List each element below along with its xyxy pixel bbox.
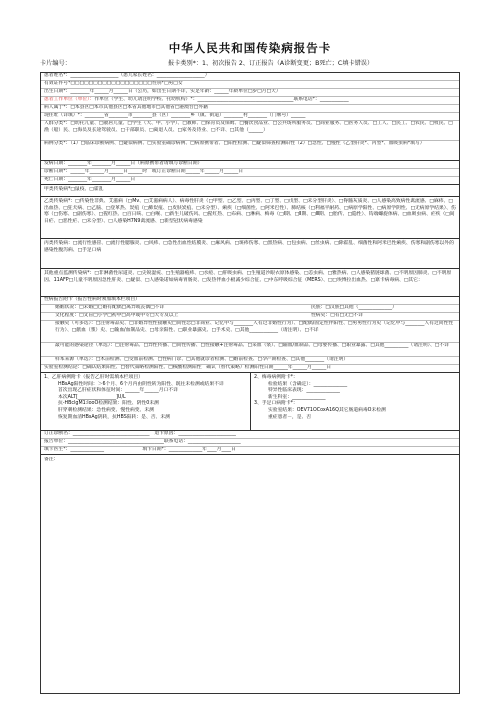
hbv-item-hbsag-time[interactable]: HBsAg阳性时间：＞6个月、6个月内由阴性转为阳性、既往未检测或结果不详 — [58, 381, 224, 387]
case-type-field[interactable]: 病例分类*：（1）□临床诊断病例、□疑似病例、□实验室确诊病例、□病原携带者、□阳性检测、□疑似筛查检测阳性（2）□急性、□慢性（乙型肝炎*、丙型*、血吸虫病*填写） — [44, 141, 425, 146]
card-number-label: 卡片编号： — [40, 60, 71, 67]
revise-row[interactable] — [41, 431, 459, 439]
diagnosis-date-row[interactable] — [41, 169, 459, 177]
workplace-field[interactable]: 作单位（学生、幼儿请注明学校、托幼机构）*：________________________________________联系电话*：____________ — [94, 97, 349, 102]
patient-belong-row[interactable] — [41, 105, 459, 113]
class-c-diseases[interactable]: 丙类传染病：□流行性感冒、□流行性腮腺炎、□风疹、□急性出血性结膜炎、□麻风病、□斑疹伤寒、□黑热病、□包虫病、□丝虫病、□除霍乱、细菌性和阿米巴性痢疾、伤寒和副伤寒以外的感染性腹泻病、□手足口病 — [44, 241, 454, 253]
remark-row[interactable] — [41, 457, 459, 467]
revise-field[interactable]: 订正诊断名：________________________________ 退卡原因：________________________ — [44, 431, 236, 436]
class-a-diseases[interactable]: 甲类传染病*□鼠疫、□霍乱 — [44, 187, 104, 192]
onset-date-row[interactable] — [41, 161, 459, 169]
hfmd-severe[interactable]: 重症患者－，是、否 — [268, 414, 312, 420]
hbv-title: 1、乙肝病例附卡（报告乙肝时需填本栏项目） — [44, 375, 143, 380]
hfmd-lab-result[interactable]: 实验室结果：OEV71OCoxA16Q其它肠道病毒O未检测 — [268, 407, 386, 413]
syphilis-clinical[interactable]: 特异性临床表现：______________ — [268, 388, 340, 394]
id-gender-field[interactable]: 有效证件号*□□□□□□□□□□□□□□□□□□性别*□男□女 — [44, 81, 183, 86]
birth-date-row[interactable] — [41, 89, 459, 97]
class-c-row[interactable] — [41, 239, 459, 269]
workplace-label: 患者工作单位（单位）： — [44, 97, 95, 102]
syphilis-title: 2、梅毒病例附卡*： — [254, 375, 298, 380]
education-field[interactable]: 文化程度：□文盲□小学□初中□高中或中专□大专及以上 — [55, 313, 179, 318]
hbv-item-anti-hbc[interactable]: 抗-HBclgM1:looO检测结果：阳性、阴性0未测 — [58, 401, 159, 407]
class-a-row[interactable] — [41, 185, 459, 197]
address-row[interactable] — [41, 113, 459, 121]
hfmd-title: 3、手足口病附卡*： — [254, 401, 298, 407]
std-header-row — [41, 297, 459, 305]
case-type-row[interactable] — [41, 141, 459, 161]
contact-history-row[interactable] — [41, 321, 459, 343]
std-header: 性病报告附卡（报告性病时须加填本栏项目） — [44, 297, 140, 302]
report-unit-field[interactable]: 报告单位：________________________________________联系电话：______________________ — [44, 439, 241, 444]
remark-field[interactable]: 备注： — [44, 457, 59, 462]
other-diseases[interactable]: 其他重点监测传染病*：□非淋菌性尿道炎、□尖锐湿疣、□生殖器疱疹、□水痘、□肝吸虫病、□生殖道沙眼衣原体感染、□恙虫病、□雅热病、□人感染猪链球菌、□不明原因肺炎、□不明原因、11AFP□儿童不明原因急性肝炎、□疑似、□人感染诺如病毒胃肠炎、□发热伴血小板减少综合征、□中东呼吸综合征（MERS）、□□埃博拉出血热、□寨卡病毒病、□其它： — [44, 271, 452, 283]
occupation-row[interactable] — [41, 121, 459, 141]
hbv-item-first-symptom[interactable]: 首次出现乙肝症状和体征时间：______年______月口不详 — [58, 388, 178, 394]
contact-history-field[interactable]: 接触史（可多选）：□注射毒品史、□非婚异性性接触史□同性恋□非商业、记忆中与________人有过非婚性行为）、□配偶/固定性伴阳性、□男男性行为史（记忆中与________人有过同性性行为）、□献血（浆）史、□输血/血制品史、□母亲阳性、□职业暴露史、□手术史、□其他____________（请注明）、□不详 — [55, 321, 454, 333]
attachment-block — [41, 373, 459, 431]
workplace-row[interactable] — [41, 97, 459, 105]
death-date-row[interactable] — [41, 177, 459, 185]
birth-date-field[interactable]: 出生日期*：________年______月______日（公历，如出生日期不详，实足年龄：______年龄单位□岁□月□天） — [44, 89, 281, 94]
infection-route-field[interactable]: 最可能的感染途径（单选）：□注射毒品、□异性传播、□同性传播、□性接触+注射毒品、□采血（浆）、□输血/血制品、□母婴传播、□职业暴露、□其他__________（请注明）、□不详 — [55, 343, 449, 348]
occupation-field[interactable]: 人群分类*：□幼托儿童、□散居儿童、□学生（大、中、小学）、□教师、□保育员及保姆、□餐饮食品业、□公共场所服务员、□商业服务、□医务人员、□工人、□民工、□农民、□牧民、□渔（船）民、□海员及长途驾驶员、□干部职员、□离退人员、□家务及待业、□不详、□其他（______） — [44, 121, 453, 133]
syphilis-test-result[interactable]: 检验结果（含确定）：______________ — [268, 381, 348, 387]
marital-row[interactable] — [41, 305, 459, 313]
id-gender-row[interactable] — [41, 81, 459, 89]
report-form — [40, 72, 460, 694]
report-unit-row[interactable] — [41, 439, 459, 447]
hbv-item-liver-biopsy[interactable]: 肝穿刺检测结果：急性病变、慢性病变、未测 — [58, 407, 154, 413]
patient-name-row[interactable] — [41, 73, 459, 81]
std-history-field[interactable]: 性病史：□有□无□不详 — [311, 313, 363, 318]
syphilis-hfmd-card — [250, 373, 459, 430]
marital-field[interactable]: 婚姻状况：□未婚□已婚有配偶□离异或丧偶□不详 — [55, 305, 165, 310]
report-type-line: 报卡类别*：1、初次报告 2、订正报告（A诊断变更；B死亡；C填卡错误） — [168, 60, 374, 67]
syphilis-department[interactable]: 新生科室：______________ — [268, 394, 326, 400]
doctor-field[interactable]: 填卡医生*：______________ 填卡日期*：______________年____月____日 — [44, 447, 236, 452]
diagnosis-date-field[interactable]: 诊断日期*：______年______月______日______时 或订正诊断日期______年______月______日 — [44, 169, 244, 174]
patient-belong-field[interactable]: 病人属于*：□本县区□本市其他县区□本省其他地市□其他省□港澳台□外籍 — [44, 105, 208, 110]
doctor-row[interactable] — [41, 447, 459, 455]
hbv-item-alt[interactable]: 本次ALT[________________]U/L — [58, 394, 126, 400]
class-b-row[interactable] — [41, 197, 459, 239]
address-field[interactable]: 现住址（详填）*：________省________市________县（区）________乡（镇、街道）________村________（门牌号）______ — [44, 113, 306, 118]
lab-result-row[interactable] — [41, 365, 459, 373]
class-b-diseases[interactable]: 乙类传染病*：□传染性非典、艾滋病（□Mv、□艾滋病病人）、病毒性肝炎（□甲型、□乙型、□丙型、□丁型、□戊型、□未分型肝炎）、□脊髓灰质炎、□人感染高致病性禽流感、□麻疹、□出血热、□狂犬病、□乙脑、□登革热、炭疽（□肺炭疽、□皮肤炭疽、□未分型）、痢疾（□细菌性、□阿米巴性）、肺结核（□利福平耐药、□病原学阳性、□病原学阴性、□无病原学结果）、伤寒（□伤寒、□副伤寒）、□猩红热、□百日咳、□白喉、□新生儿破伤风、□猩红热、□布病、□淋病、梅毒（□Ⅰ期、□Ⅱ期、□Ⅲ期、□胎传、□隐性）、钩端螺旋体病、□血吸虫病、疟疾（□间日疟、□恶性疟、□未分型）、□人感染H7N9禽流感、□新型冠状病毒感染 — [44, 199, 456, 224]
lab-result-field[interactable]: 实验室检测结论：□确认结果阳性、□替代策略检测阳性、□核酸检测阳性 确认（替代策略）检测阳性日期______年______月______日 — [44, 365, 332, 370]
hbv-card — [41, 373, 250, 430]
death-date-field[interactable]: 死亡日期：________年________月______日 — [44, 177, 136, 182]
page-title: 中华人民共和国传染病报告卡 — [168, 41, 332, 55]
infection-route-row[interactable] — [41, 343, 459, 357]
sample-source-field[interactable]: 样本来源（单选）：□术前检测、□受血前检测、□性病门诊、□其他就诊者检测、□婚前检查、□孕产期检查、□其他________（请注明） — [55, 357, 349, 362]
other-diseases-row[interactable] — [41, 269, 459, 297]
onset-date-field[interactable]: 发病日期：________年________月______日（病原携带者请填写诊断日期） — [44, 161, 203, 166]
sample-source-row[interactable] — [41, 357, 459, 365]
ethnicity-field[interactable]: 民族：□汉族□其他（______________） — [311, 305, 397, 310]
hbv-item-recovery[interactable]: 恢复期血清HBsAg阴转，抗HBS阳转：是、否、未测 — [58, 414, 170, 420]
education-row[interactable] — [41, 313, 459, 321]
patient-name-field[interactable]: 患者姓名*：____________________（患儿家长姓名：____________________） — [44, 73, 210, 78]
